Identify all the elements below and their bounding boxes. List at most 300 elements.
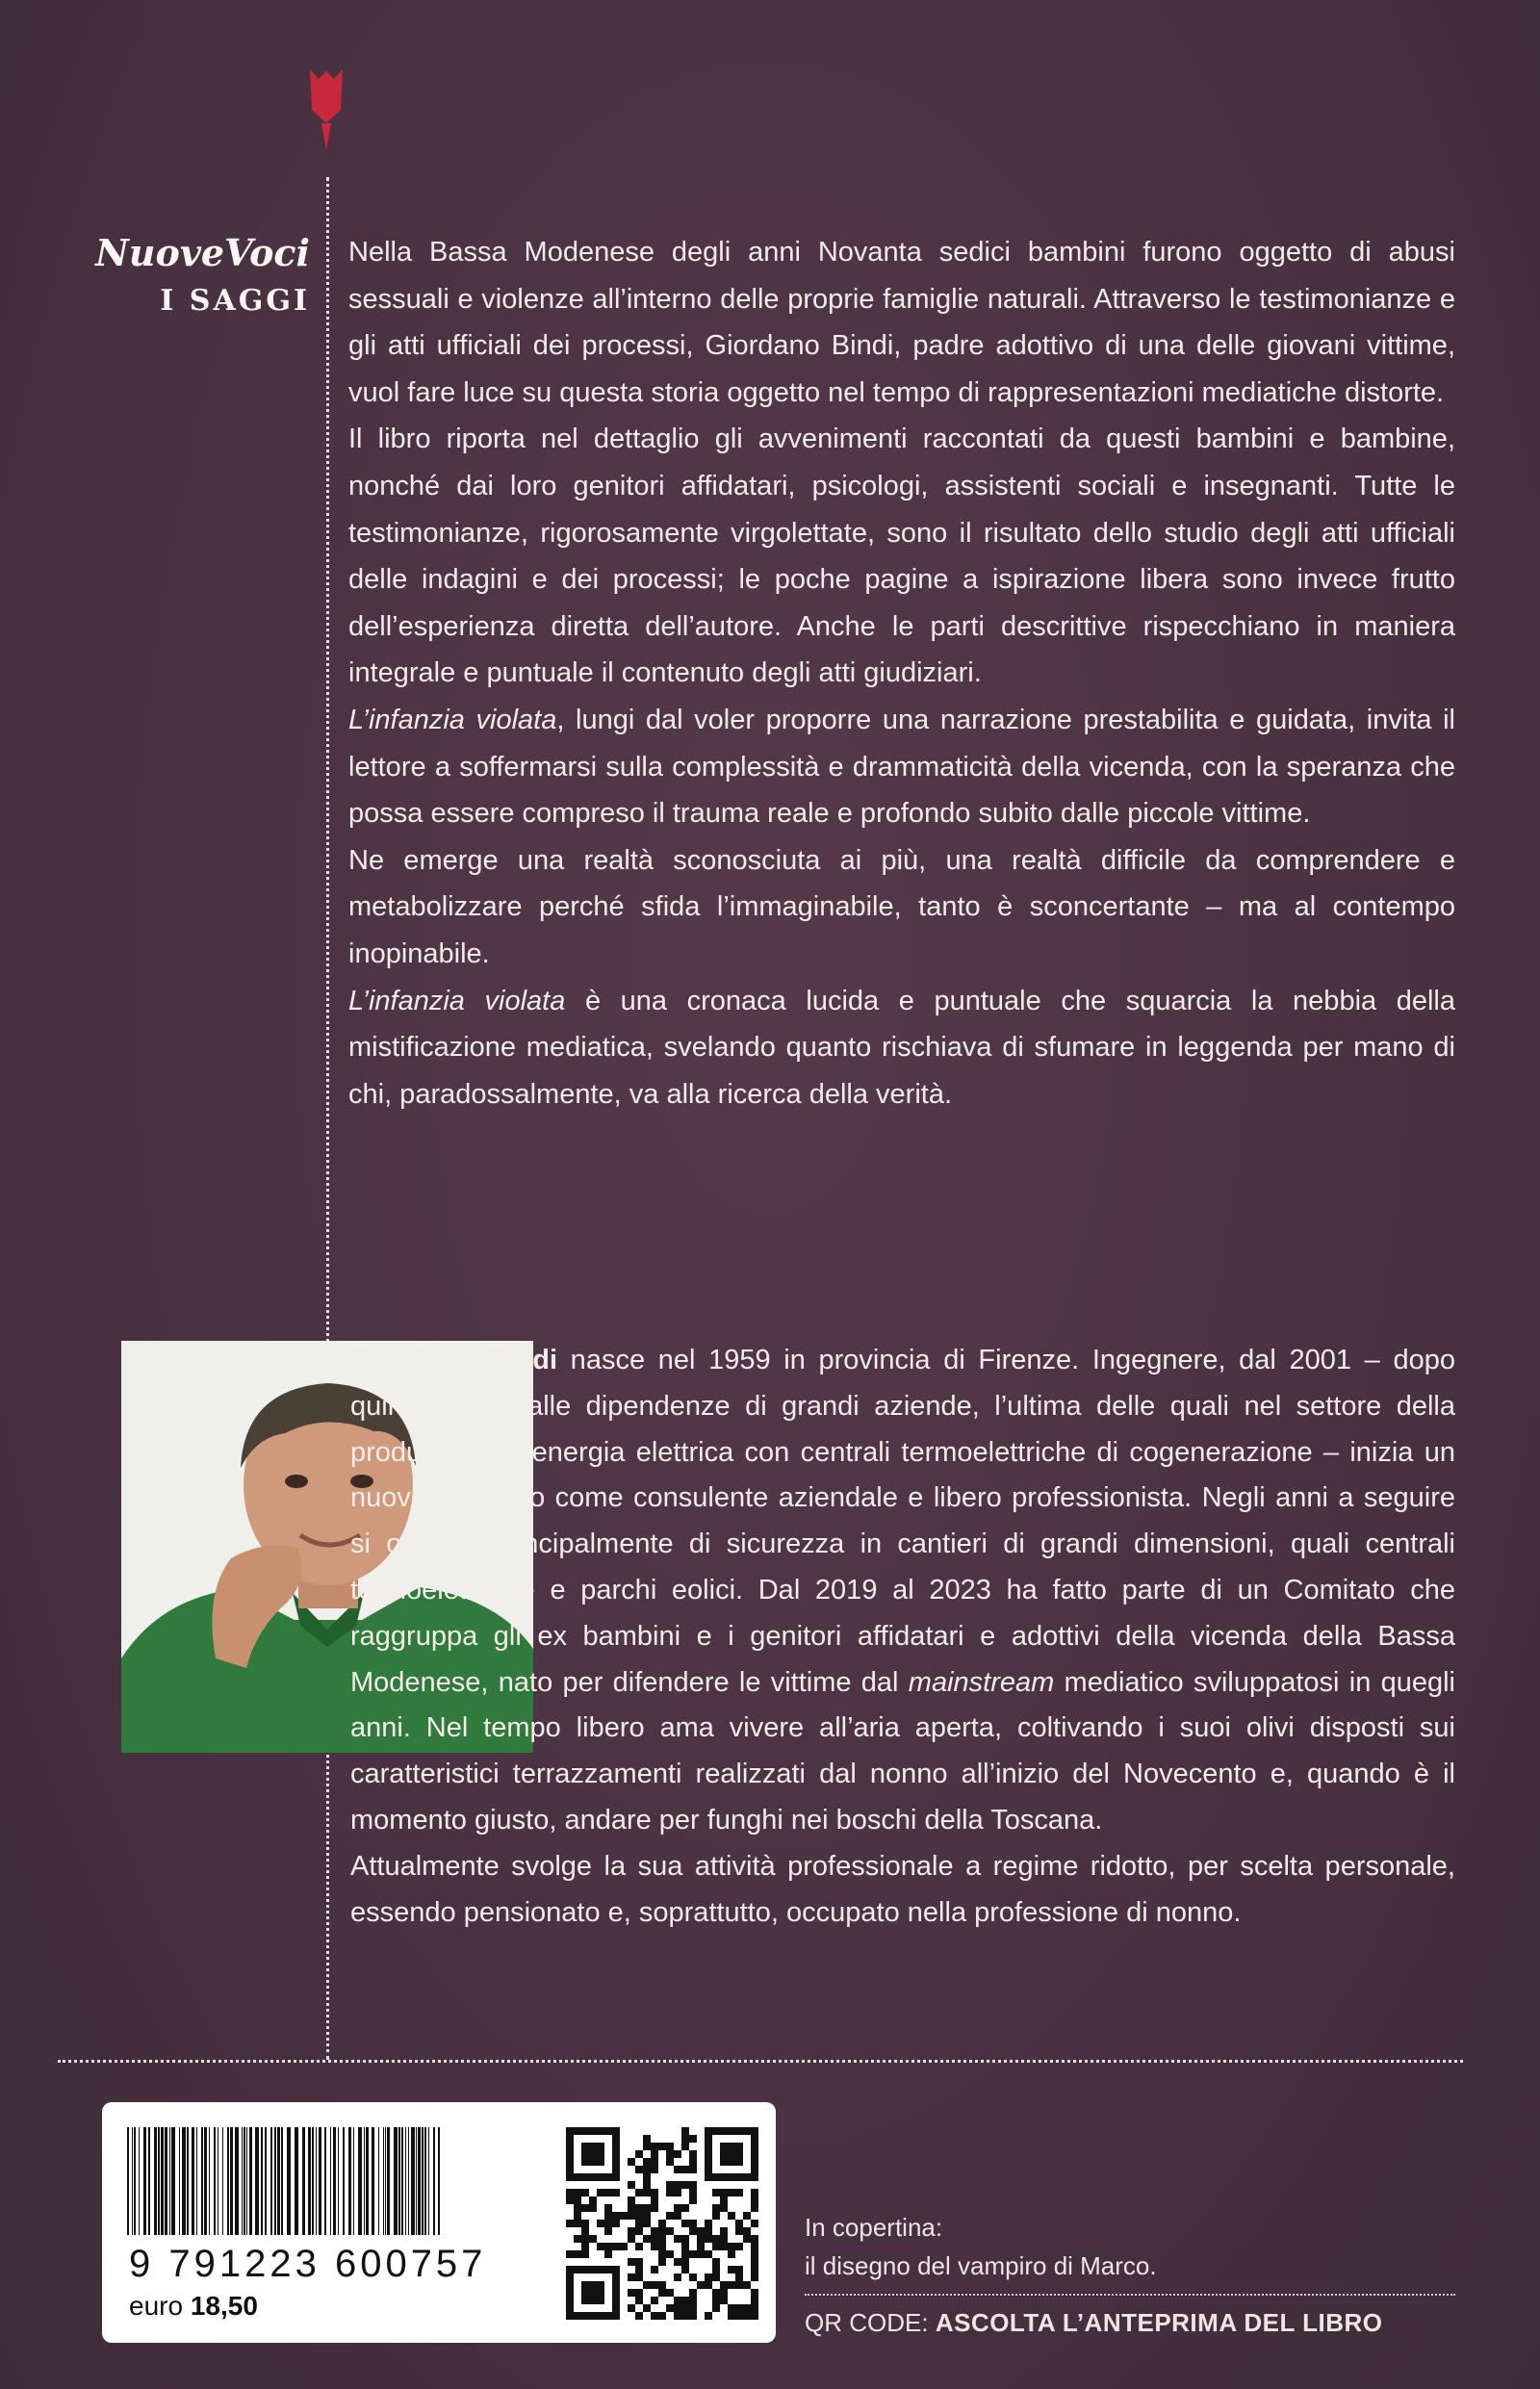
qr-module — [635, 2273, 643, 2281]
barcode-bar — [281, 2127, 283, 2235]
qr-module — [635, 2266, 643, 2273]
qr-module — [604, 2250, 612, 2258]
qr-module — [651, 2297, 658, 2304]
qr-module — [597, 2220, 604, 2227]
qr-call-to-action: ASCOLTA L’ANTEPRIMA DEL LIBRO — [935, 2308, 1383, 2337]
qr-module — [681, 2243, 689, 2250]
qr-module — [681, 2204, 689, 2212]
qr-module — [689, 2135, 697, 2143]
qr-module — [743, 2304, 751, 2312]
qr-module — [643, 2189, 651, 2196]
barcode-bar — [230, 2127, 233, 2235]
barcode-bar — [438, 2127, 440, 2235]
qr-module — [658, 2281, 666, 2289]
book-title: L’infanzia violata — [348, 985, 566, 1016]
qr-module — [674, 2204, 681, 2212]
qr-module — [635, 2258, 643, 2266]
photo-wrap-spacer — [119, 1338, 312, 1752]
qr-module — [689, 2273, 697, 2281]
qr-module — [697, 2227, 705, 2235]
barcode-bar — [348, 2127, 351, 2235]
qr-module — [643, 2281, 651, 2289]
barcode-bar — [422, 2127, 424, 2235]
barcode-bar — [161, 2127, 164, 2235]
qr-module — [751, 2304, 758, 2312]
qr-module — [666, 2189, 674, 2196]
barcode-bar — [411, 2127, 415, 2235]
series-label — [58, 229, 310, 325]
barcode-bar — [127, 2127, 129, 2235]
qr-module — [728, 2281, 735, 2289]
qr-module — [604, 2212, 612, 2220]
barcode-bar — [416, 2127, 417, 2235]
qr-module — [604, 2220, 612, 2227]
qr-module — [689, 2250, 697, 2258]
qr-module — [635, 2220, 643, 2227]
barcode-bar — [394, 2127, 398, 2235]
qr-module — [674, 2235, 681, 2243]
qr-module — [705, 2235, 712, 2243]
qr-module — [681, 2297, 689, 2304]
barcode-bar — [385, 2127, 386, 2235]
qr-module — [628, 2235, 635, 2243]
barcode-bar — [196, 2127, 197, 2235]
qr-module — [643, 2304, 651, 2312]
qr-module — [681, 2143, 689, 2150]
qr-module — [612, 2212, 620, 2220]
qr-module — [720, 2297, 728, 2304]
qr-module — [643, 2173, 651, 2181]
qr-module — [581, 2189, 589, 2196]
qr-module — [566, 2220, 574, 2227]
qr-module — [666, 2150, 674, 2158]
qr-module — [651, 2143, 658, 2150]
price-label: euro 18,50 — [129, 2291, 258, 2321]
qr-module — [743, 2227, 751, 2235]
barcode-bar — [227, 2127, 229, 2235]
qr-module — [743, 2235, 751, 2243]
qr-module — [751, 2266, 758, 2273]
qr-module — [658, 2250, 666, 2258]
qr-module — [597, 2243, 604, 2250]
barcode-bar — [187, 2127, 189, 2235]
series-subtitle: I SAGGI — [160, 284, 310, 318]
qr-module — [674, 2312, 681, 2320]
qr-module — [681, 2312, 689, 2320]
qr-module — [635, 2289, 643, 2297]
barcode-bar — [308, 2127, 311, 2235]
qr-module — [666, 2304, 674, 2312]
qr-module — [612, 2220, 620, 2227]
qr-module — [735, 2189, 743, 2196]
barcode-bar — [244, 2127, 245, 2235]
qr-module — [751, 2289, 758, 2297]
qr-module — [681, 2127, 689, 2135]
qr-module — [751, 2196, 758, 2204]
qr-module — [712, 2258, 720, 2266]
blurb-paragraph-5: L’infanzia violata è una cronaca lucida e puntuale che squarcia la nebbia della mistificazione mediatica, svelando quanto rischiava di sfumare in leggenda per mano di chi, paradossalmente, va alla ricerca della verità. — [348, 985, 1455, 1110]
barcode-bar — [165, 2127, 167, 2235]
qr-module — [689, 2189, 697, 2196]
qr-module — [751, 2297, 758, 2304]
barcode-bar — [333, 2127, 336, 2235]
barcode-bar — [201, 2127, 203, 2235]
qr-module — [735, 2243, 743, 2250]
bio-paragraph-2: Attualmente svolge la sua attività professionale a regime ridotto, per scelta personale, essendo pensionato e, soprattutto, occupato nella professione di nonno. — [350, 1850, 1455, 1928]
qr-module — [651, 2312, 658, 2320]
barcode-bar — [408, 2127, 409, 2235]
author-name: Giordano Bindi — [350, 1345, 558, 1375]
qr-module — [651, 2158, 658, 2166]
qr-module — [728, 2266, 735, 2273]
qr-module — [720, 2204, 728, 2212]
qr-module — [712, 2266, 720, 2273]
qr-module — [674, 2189, 681, 2196]
barcode-bar — [424, 2127, 426, 2235]
qr-module — [712, 2297, 720, 2304]
qr-module — [581, 2220, 589, 2227]
barcode-bar — [316, 2127, 317, 2235]
barcode-bar — [366, 2127, 369, 2235]
qr-module — [628, 2227, 635, 2235]
qr-module — [728, 2312, 735, 2320]
barcode-bar — [255, 2127, 259, 2235]
qr-module — [643, 2204, 651, 2212]
qr-module — [612, 2243, 620, 2250]
qr-module — [681, 2135, 689, 2143]
qr-module — [751, 2258, 758, 2266]
qr-module — [651, 2196, 658, 2204]
qr-module — [635, 2227, 643, 2235]
qr-module — [666, 2181, 674, 2189]
qr-module — [635, 2204, 643, 2212]
qr-module — [581, 2281, 604, 2304]
qr-module — [689, 2220, 697, 2227]
qr-module — [735, 2220, 743, 2227]
qr-module — [697, 2243, 705, 2250]
qr-module — [712, 2189, 720, 2196]
qr-module — [697, 2250, 705, 2258]
qr-module — [720, 2243, 728, 2250]
qr-module — [674, 2212, 681, 2220]
qr-module — [751, 2189, 758, 2196]
qr-module — [705, 2227, 712, 2235]
barcode-bar — [302, 2127, 305, 2235]
qr-module — [697, 2281, 705, 2289]
qr-module — [712, 2204, 720, 2212]
qr-module — [751, 2273, 758, 2281]
qr-module — [681, 2258, 689, 2266]
qr-module — [705, 2312, 712, 2320]
barcode-bar — [182, 2127, 186, 2235]
qr-module — [712, 2235, 720, 2243]
qr-module — [728, 2189, 735, 2196]
qr-code[interactable] — [566, 2127, 758, 2320]
qr-module — [635, 2166, 643, 2173]
qr-module — [612, 2189, 620, 2196]
qr-module — [712, 2212, 720, 2220]
qr-module — [666, 2143, 674, 2150]
qr-module — [689, 2304, 697, 2312]
barcode-bar — [405, 2127, 406, 2235]
qr-module — [635, 2297, 643, 2304]
qr-module — [604, 2189, 612, 2196]
qr-module — [566, 2189, 574, 2196]
barcode-bar — [330, 2127, 331, 2235]
qr-module — [735, 2304, 743, 2312]
qr-module — [743, 2312, 751, 2320]
publisher-logo-icon — [310, 69, 343, 150]
barcode-bar — [179, 2127, 180, 2235]
qr-module — [651, 2281, 658, 2289]
qr-module — [574, 2250, 581, 2258]
qr-module — [651, 2150, 658, 2158]
qr-module — [751, 2204, 758, 2212]
barcode-bar — [249, 2127, 252, 2235]
barcode-bar — [132, 2127, 133, 2235]
qr-module — [643, 2235, 651, 2243]
barcode-bar — [235, 2127, 239, 2235]
barcode-bar — [274, 2127, 276, 2235]
qr-module — [604, 2227, 612, 2235]
qr-module — [597, 2189, 604, 2196]
barcode-bar — [204, 2127, 207, 2235]
qr-module — [628, 2289, 635, 2297]
blurb-paragraph-3: L’infanzia violata, lungi dal voler proporre una narrazione prestabilita e guidata, invita il lettore a soffermarsi sulla complessità e drammaticità della vicenda, con la speranza che possa essere compreso il trauma reale e profondo subito dalle piccole vittime. — [348, 704, 1455, 830]
qr-module — [628, 2258, 635, 2266]
qr-module — [574, 2220, 581, 2227]
book-title: L’infanzia violata — [348, 704, 557, 735]
qr-module — [589, 2196, 597, 2204]
price-amount: 18,50 — [190, 2291, 258, 2321]
qr-module — [651, 2235, 658, 2243]
qr-module — [635, 2312, 643, 2320]
barcode-bar — [139, 2127, 140, 2235]
barcode-bar — [353, 2127, 354, 2235]
barcode-bar — [270, 2127, 272, 2235]
qr-module — [720, 2235, 728, 2243]
barcode-bar — [222, 2127, 223, 2235]
barcode-bar — [261, 2127, 263, 2235]
qr-module — [643, 2135, 651, 2143]
qr-module — [658, 2220, 666, 2227]
barcode-bar — [387, 2127, 390, 2235]
qr-module — [751, 2312, 758, 2320]
qr-module — [681, 2166, 689, 2173]
qr-module — [751, 2220, 758, 2227]
qr-module — [581, 2204, 589, 2212]
qr-module — [674, 2273, 681, 2281]
barcode-bar — [214, 2127, 216, 2235]
barcode-bar — [169, 2127, 170, 2235]
qr-module — [620, 2243, 628, 2250]
barcode-bar — [154, 2127, 157, 2235]
barcode-bar — [343, 2127, 345, 2235]
barcode-bar — [287, 2127, 291, 2235]
qr-module — [720, 2289, 728, 2297]
qr-module — [574, 2235, 581, 2243]
qr-module — [628, 2304, 635, 2312]
qr-module — [666, 2212, 674, 2220]
qr-module — [735, 2281, 743, 2289]
qr-module — [658, 2289, 666, 2297]
qr-module — [705, 2281, 712, 2289]
barcode-bar — [277, 2127, 280, 2235]
qr-module — [581, 2250, 589, 2258]
qr-module — [628, 2273, 635, 2281]
barcode-bar — [358, 2127, 362, 2235]
barcode-bar — [428, 2127, 429, 2235]
qr-module — [743, 2212, 751, 2220]
qr-module — [728, 2250, 735, 2258]
qr-module — [658, 2235, 666, 2243]
cover-credit: In copertina: il disegno del vampiro di Marco. — [805, 2213, 1157, 2280]
barcode-bar — [158, 2127, 160, 2235]
qr-module — [643, 2166, 651, 2173]
qr-module — [666, 2227, 674, 2235]
qr-module — [712, 2243, 720, 2250]
qr-module — [735, 2273, 743, 2281]
qr-module — [720, 2196, 728, 2204]
qr-module — [728, 2212, 735, 2220]
qr-module — [581, 2243, 589, 2250]
qr-caption: QR CODE: ASCOLTA L’ANTEPRIMA DEL LIBRO — [805, 2308, 1383, 2337]
barcode-panel — [102, 2102, 776, 2343]
qr-module — [728, 2243, 735, 2250]
qr-module — [658, 2227, 666, 2235]
barcode-bar — [383, 2127, 384, 2235]
qr-module — [658, 2143, 666, 2150]
bio-paragraph-1: Giordano Bindi nasce nel 1959 in provincia di Firenze. Ingegnere, dal 2001 – dopo quindici anni alle dipendenze di grandi aziende, l’ultima delle quali nel settore della produzione di energia elettrica con centrali termoelettriche di cogenerazione – inizia un nuovo percorso come consulente aziendale e libero professionista. Negli anni a seguire si occupa principalmente di sicurezza in cantieri di grandi dimensioni, quali centrali termoelettriche e parchi eolici. Dal 2019 al 2023 ha fatto parte di un Comitato che raggruppa gli ex bambini e i genitori affidatari e adottivi della vicenda della Bassa Modenese, nato per difendere le vittime dal mainstream mediatico sviluppatosi in quegli anni. Nel tempo libero ama vivere all’aria aperta, coltivando i suoi olivi disposti sui caratteristici terrazzamenti realizzati dal nonno all’inizio del Novecento e, quando è il momento giusto, andare per funghi nei boschi della Toscana. — [350, 1345, 1456, 1836]
qr-module — [635, 2243, 643, 2250]
qr-module — [635, 2189, 643, 2196]
qr-module — [658, 2312, 666, 2320]
qr-module — [581, 2143, 604, 2166]
qr-module — [643, 2220, 651, 2227]
barcode-bar — [319, 2127, 321, 2235]
qr-module — [666, 2158, 674, 2166]
qr-module — [604, 2204, 612, 2212]
qr-module — [712, 2273, 720, 2281]
barcode-bar — [148, 2127, 150, 2235]
qr-module — [681, 2235, 689, 2243]
qr-module — [735, 2227, 743, 2235]
barcode-bar — [372, 2127, 374, 2235]
qr-module — [651, 2227, 658, 2235]
horizontal-dotted-divider — [58, 2060, 1463, 2063]
qr-module — [712, 2289, 720, 2297]
qr-module — [689, 2312, 697, 2320]
qr-module — [658, 2243, 666, 2250]
qr-module — [643, 2181, 651, 2189]
qr-module — [651, 2243, 658, 2250]
barcode-bar — [143, 2127, 146, 2235]
blurb-paragraph-1: Nella Bassa Modenese degli anni Novanta sedici bambini furono oggetto di abusi sessuali e violenze all’interno delle proprie famiglie naturali. Attraverso le testimonianze e gli atti ufficiali dei processi, Giordano Bindi, padre adottivo di una delle giovani vittime, vuol fare luce su questa storia oggetto nel tempo di rappresentazioni mediatiche distorte. — [348, 237, 1455, 408]
qr-module — [674, 2258, 681, 2266]
qr-module — [674, 2181, 681, 2189]
vertical-dotted-divider — [326, 177, 329, 2060]
qr-module — [635, 2212, 643, 2220]
barcode-bar — [246, 2127, 247, 2235]
barcode-bar — [378, 2127, 379, 2235]
qr-module — [628, 2158, 635, 2166]
qr-module — [681, 2266, 689, 2273]
qr-module — [720, 2189, 728, 2196]
qr-module — [651, 2204, 658, 2212]
qr-module — [651, 2266, 658, 2273]
isbn-number: 9 791223 600757 — [129, 2243, 487, 2285]
blurb-paragraph-2: Il libro riporta nel dettaglio gli avvenimenti raccontati da questi bambini e bambine, nonché dai loro genitori affidatari, psicologi, assistenti sociali e insegnanti. Tutte le testimonianze, rigorosamente virgolettate, sono il risultato dello studio degli atti ufficiali delle indagini e dei processi; le poche pagine a ispirazione libera sono invece frutto dell’esperienza diretta dell’autore. Anche le parti descrittive rispecchiano in maniera integrale e puntuale il contenuto degli atti giudiziari. — [348, 424, 1455, 689]
qr-module — [566, 2196, 574, 2204]
qr-module — [643, 2143, 651, 2150]
qr-module — [574, 2204, 581, 2212]
qr-module — [751, 2235, 758, 2243]
barcode-bar — [312, 2127, 314, 2235]
barcode-bar — [398, 2127, 400, 2235]
qr-module — [735, 2266, 743, 2273]
barcode-bar — [171, 2127, 175, 2235]
barcode-bar — [364, 2127, 365, 2235]
qr-module — [743, 2281, 751, 2289]
qr-module — [689, 2289, 697, 2297]
qr-module — [658, 2258, 666, 2266]
qr-module — [720, 2143, 743, 2166]
qr-module — [651, 2166, 658, 2173]
qr-module — [581, 2227, 589, 2235]
qr-module — [674, 2304, 681, 2312]
qr-module — [681, 2181, 689, 2189]
qr-module — [705, 2220, 712, 2227]
qr-module — [566, 2250, 574, 2258]
qr-module — [620, 2212, 628, 2220]
barcode-bar — [242, 2127, 243, 2235]
barcode-bar — [418, 2127, 421, 2235]
barcode-bar — [401, 2127, 403, 2235]
credit-divider — [805, 2294, 1455, 2296]
qr-module — [751, 2250, 758, 2258]
qr-module — [720, 2227, 728, 2235]
barcode-bar — [134, 2127, 136, 2235]
qr-module — [635, 2150, 643, 2158]
qr-module — [681, 2250, 689, 2258]
barcode-bar — [338, 2127, 339, 2235]
qr-module — [651, 2189, 658, 2196]
qr-module — [581, 2235, 589, 2243]
qr-module — [689, 2158, 697, 2166]
barcode-bar — [209, 2127, 210, 2235]
qr-module — [574, 2212, 581, 2220]
barcode-bar — [192, 2127, 194, 2235]
series-name: NuoveVoci — [95, 231, 310, 274]
qr-module — [574, 2196, 581, 2204]
barcode-bar — [324, 2127, 326, 2235]
qr-module — [674, 2150, 681, 2158]
qr-module — [712, 2304, 720, 2312]
qr-module — [689, 2150, 697, 2158]
author-bio — [350, 1338, 1455, 1936]
qr-module — [628, 2196, 635, 2204]
qr-module — [720, 2281, 728, 2289]
qr-module — [666, 2289, 674, 2297]
qr-module — [666, 2250, 674, 2258]
barcode-bar — [295, 2127, 298, 2235]
barcode-bar — [433, 2127, 435, 2235]
qr-module — [674, 2166, 681, 2173]
qr-module — [589, 2204, 597, 2212]
qr-module — [751, 2243, 758, 2250]
qr-module — [689, 2196, 697, 2204]
qr-module — [689, 2227, 697, 2235]
